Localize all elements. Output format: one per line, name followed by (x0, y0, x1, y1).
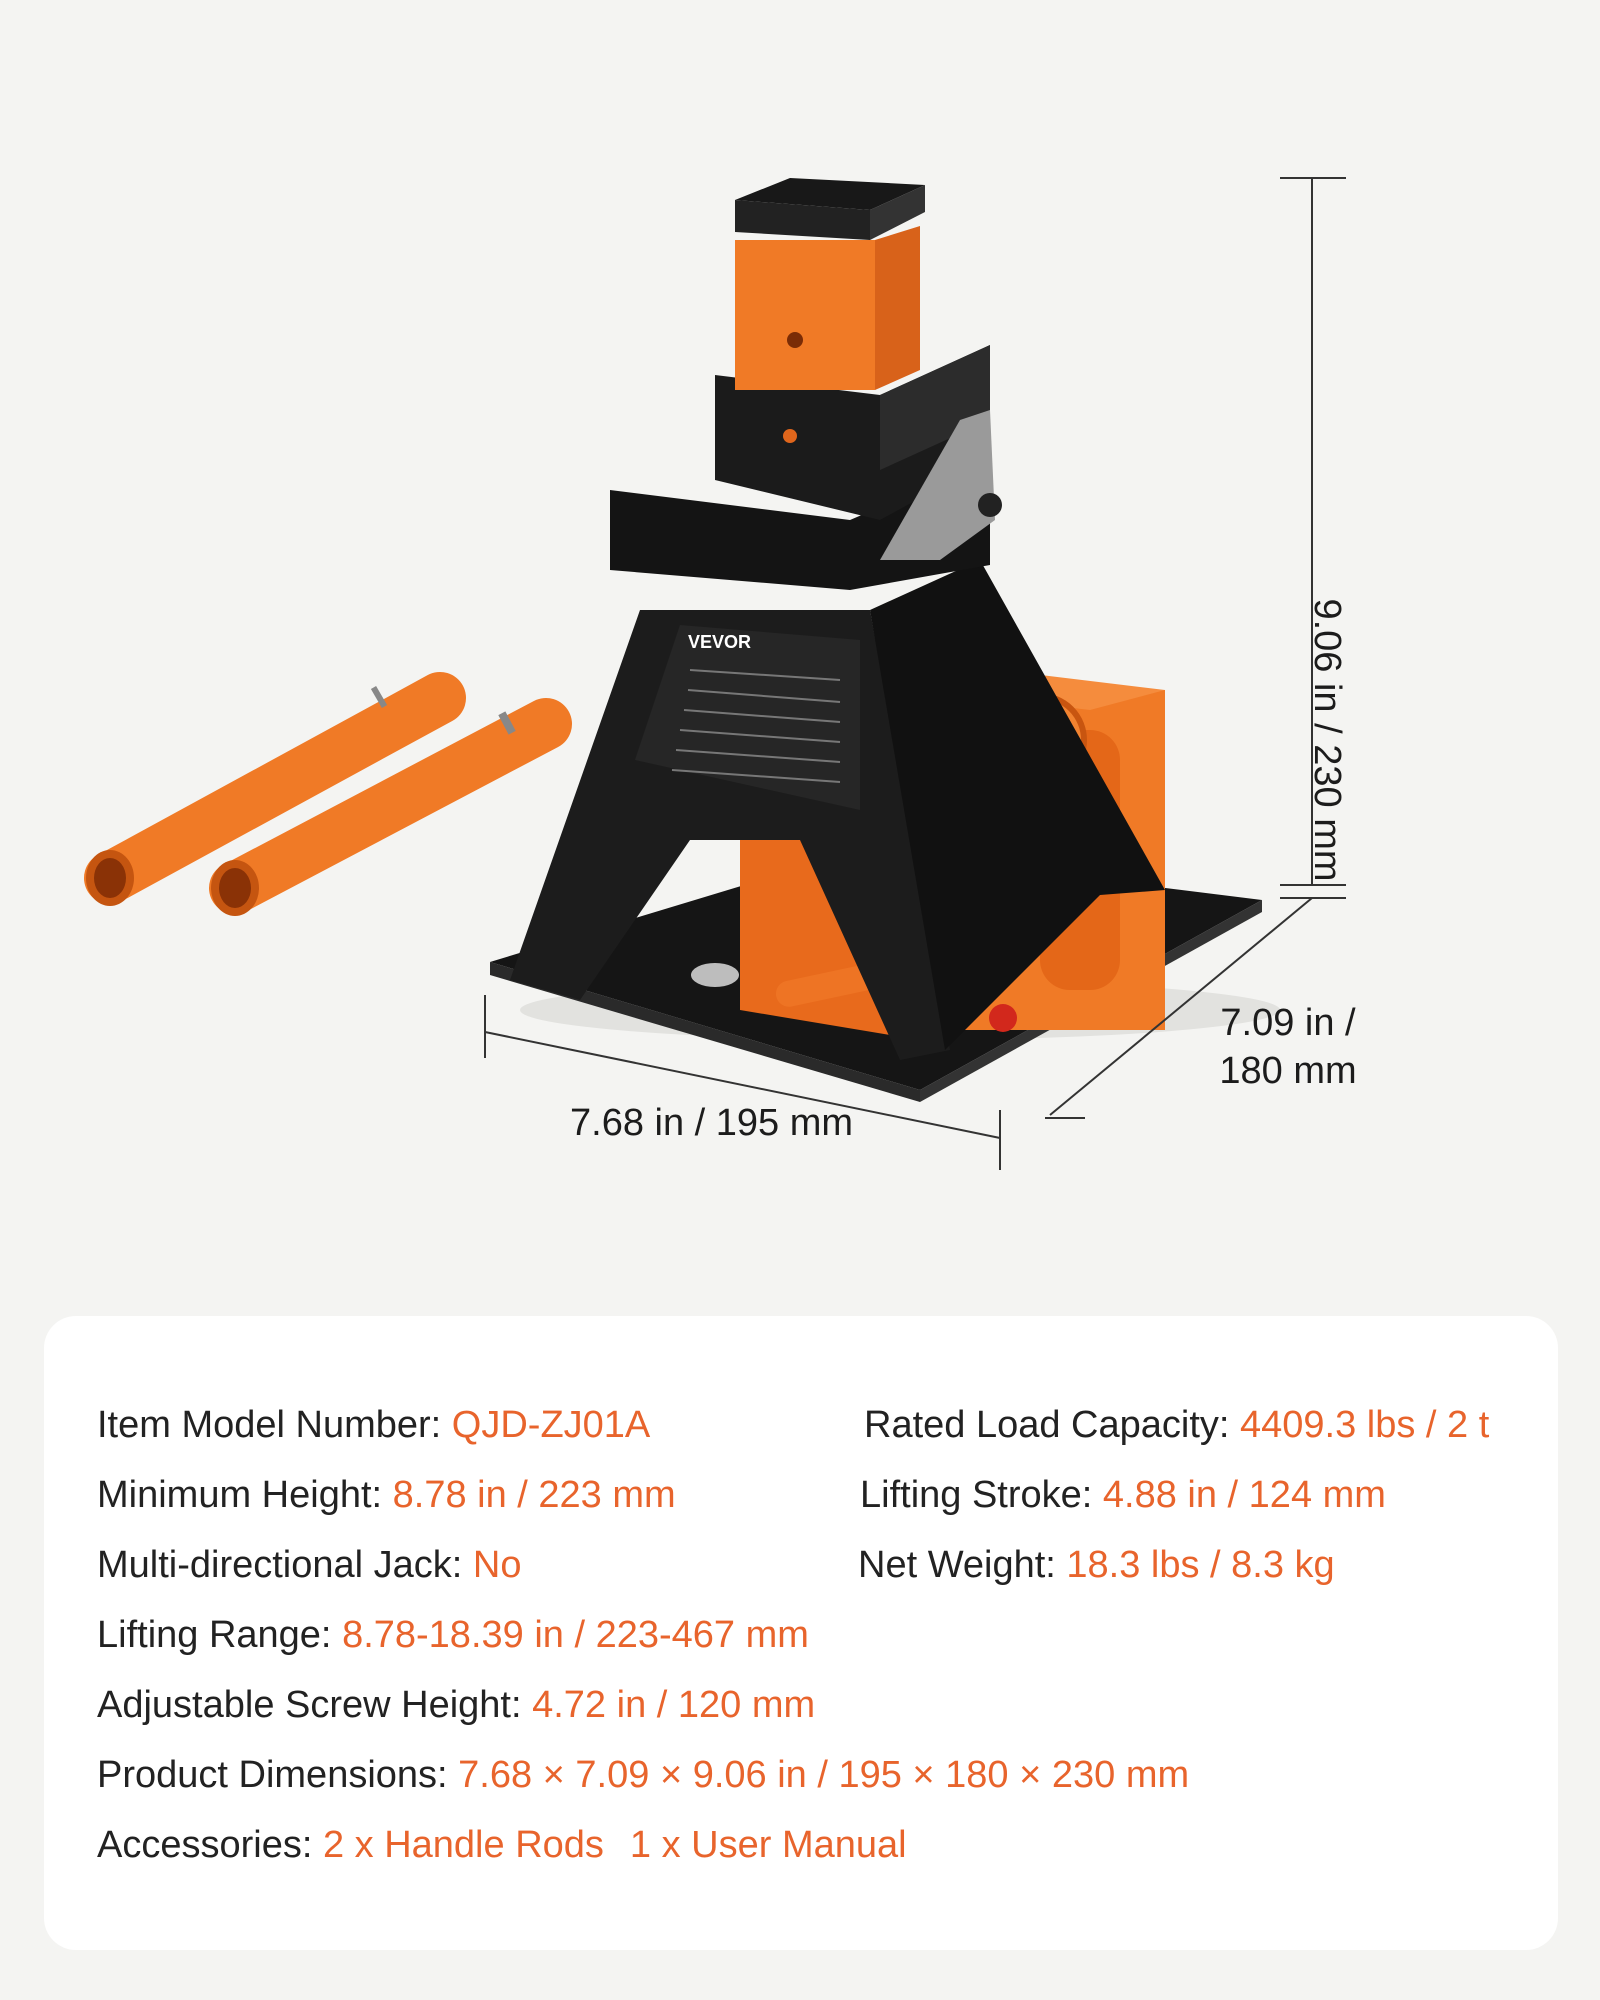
screw-column (735, 240, 875, 390)
spec-label: Rated Load Capacity: (864, 1404, 1241, 1446)
spec-product-dimensions (97, 1754, 1189, 1797)
lock-knob (978, 493, 1002, 517)
spec-minimum-height (97, 1474, 676, 1517)
screw-column-side (875, 226, 920, 390)
spec-rated-load (864, 1404, 1489, 1447)
spec-label: Item Model Number: (97, 1404, 452, 1446)
spec-value: 7.68 × 7.09 × 9.06 in / 195 × 180 × 230 mm (458, 1754, 1190, 1796)
spec-label: Product Dimensions: (97, 1754, 459, 1796)
release-valve (989, 1004, 1017, 1032)
spec-net-weight (858, 1544, 1335, 1587)
spec-value: No (472, 1544, 522, 1586)
spec-value: 2 x Handle Rods (322, 1824, 604, 1866)
spec-label: Lifting Range: (97, 1614, 343, 1656)
spec-value-2: 1 x User Manual (629, 1824, 907, 1866)
spec-multi-directional (97, 1544, 521, 1587)
spec-label: Adjustable Screw Height: (97, 1684, 533, 1726)
spec-label: Net Weight: (858, 1544, 1067, 1586)
brand-label: VEVOR (688, 632, 752, 652)
spec-lifting-stroke (860, 1474, 1386, 1517)
spec-lifting-range (97, 1614, 809, 1657)
depth-dimension-line2: 180 mm (1219, 1049, 1357, 1092)
spec-value: 4.72 in / 120 mm (532, 1684, 816, 1726)
collar-pin-hole (783, 429, 797, 443)
width-dimension-label: 7.68 in / 195 mm (570, 1102, 854, 1144)
spec-label: Multi-directional Jack: (97, 1544, 473, 1586)
spec-value: 8.78-18.39 in / 223-467 mm (342, 1614, 809, 1656)
depth-dimension-line1: 7.09 in / (1220, 1002, 1356, 1044)
screw-pin-hole (787, 332, 803, 348)
specifications-card (44, 1316, 1558, 1950)
spec-label: Minimum Height: (97, 1474, 393, 1516)
depth-dimension-label (1208, 1000, 1368, 1095)
spec-value: QJD-ZJ01A (451, 1404, 651, 1446)
spec-accessories (97, 1824, 907, 1867)
spec-value: 4.88 in / 124 mm (1102, 1474, 1386, 1516)
bolt-head (691, 963, 739, 987)
spec-value: 8.78 in / 223 mm (392, 1474, 676, 1516)
spec-label: Accessories: (97, 1824, 323, 1866)
spec-value: 18.3 lbs / 8.3 kg (1066, 1544, 1335, 1586)
height-dimension-label: 9.06 in / 230 mm (1306, 598, 1348, 882)
spec-label: Lifting Stroke: (860, 1474, 1103, 1516)
spec-screw-height (97, 1684, 815, 1727)
spec-value: 4409.3 lbs / 2 t (1240, 1404, 1490, 1446)
spec-model-number (97, 1404, 650, 1447)
